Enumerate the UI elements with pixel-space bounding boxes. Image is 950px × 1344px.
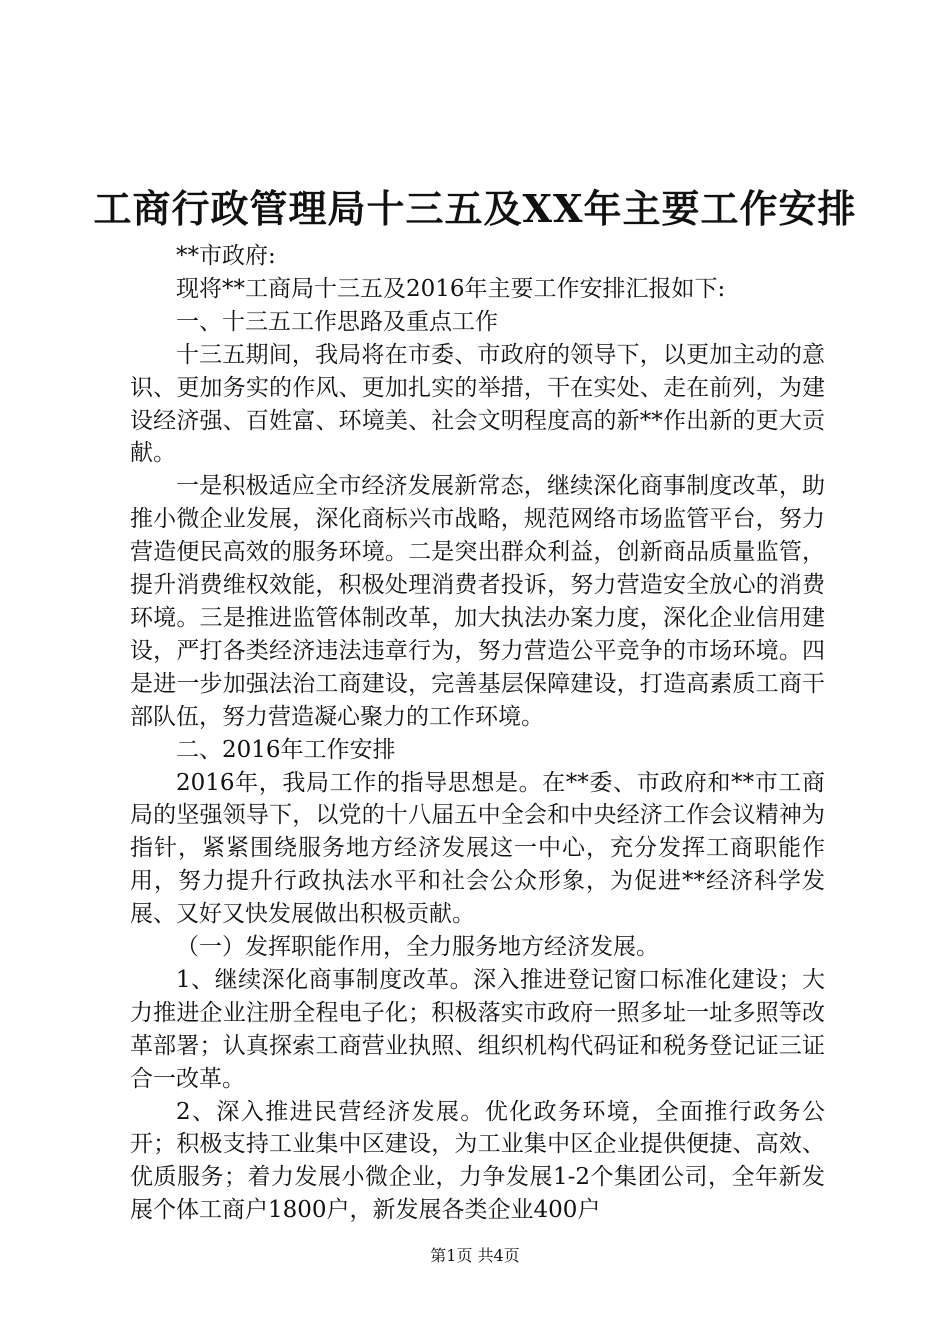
document-title: 工商行政管理局十三五及XX年主要工作安排 <box>93 186 857 231</box>
section-heading-1: 一、十三五工作思路及重点工作 <box>176 308 498 335</box>
page-footer: 第1页 共4页 <box>430 1246 520 1265</box>
paragraph-guiding-idea: 2016年，我局工作的指导思想是。在**委、市政府和**市工商局的坚强领导下，以党的十八届五中全会和中央经济工作会议精神为指针，紧紧围绕服务地方经济发展这一中心，充分发挥工商职能作用，努力提升行政执法水平和社会公众形象，为促进**经济科学发展、又好又快发展做出积极贡献。 <box>130 769 825 928</box>
paragraph-key-tasks: 一是积极适应全市经济发展新常态，继续深化商事制度改革，助推小微企业发展，深化商标兴市战略，规范网络市场监管平台，努力营造便民高效的服务环境。二是突出群众利益，创新商品质量监管，提升消费维权效能，积极处理消费者投诉，努力营造安全放心的消费环境。三是推进监管体制改革，加大执法办案力度，深化企业信用建设，严打各类经济违法违章行为，努力营造公平竞争的市场环境。四是进一步加强法治工商建设，完善基层保障建设，打造高素质工商干部队伍，努力营造凝心聚力的工作环境。 <box>130 473 825 730</box>
paragraph-overview: 十三五期间，我局将在市委、市政府的领导下，以更加主动的意识、更加务实的作风、更加扎实的举措，干在实处、走在前列，为建设经济强、百姓富、环境美、社会文明程度高的新**作出新的更大贡献。 <box>130 341 825 467</box>
paragraph-item-2: 2、深入推进民营经济发展。优化政务环境，全面推行政务公开；积极支持工业集中区建设，为工业集中区企业提供便捷、高效、优质服务；着力发展小微企业，力争发展1-2个集团公司，全年新发展个体工商户1800户，新发展各类企业400户 <box>130 1098 825 1224</box>
paragraph-item-1: 1、继续深化商事制度改革。深入推进登记窗口标准化建设；大力推进企业注册全程电子化；积极落实市政府一照多址一址多照等改革部署；认真探索工商营业执照、组织机构代码证和税务登记证三证合一改革。 <box>130 966 825 1092</box>
document-body <box>130 240 825 1227</box>
subsection-heading-1: （一）发挥职能作用，全力服务地方经济发展。 <box>176 934 659 961</box>
intro-paragraph: 现将**工商局十三五及2016年主要工作安排汇报如下: <box>176 275 726 302</box>
salutation: **市政府: <box>176 243 276 269</box>
section-heading-2: 二、2016年工作安排 <box>176 736 396 763</box>
